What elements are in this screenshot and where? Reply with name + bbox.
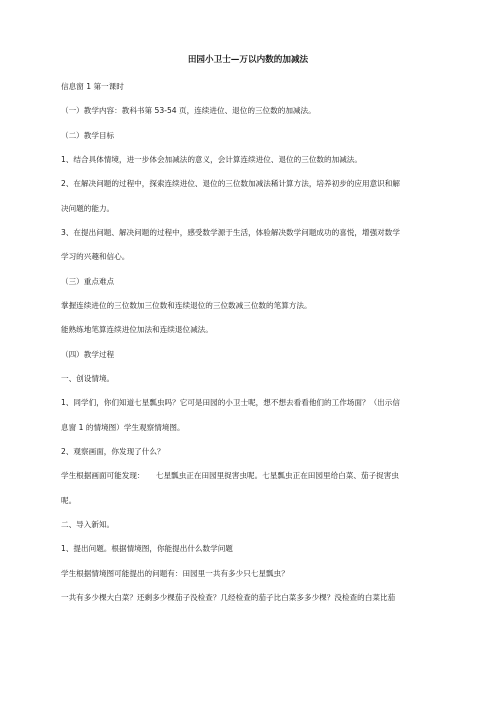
heading-teaching-goals: （二）教学目标 (61, 131, 115, 140)
paragraph-step-1-line-1: 1、同学们，你们知道七星瓢虫吗？它可是田园的小卫士呢，想不想去看看他们的工作场面？（出示信 (61, 398, 400, 407)
paragraph-goal-2-line-2: 决问题的能力。 (61, 204, 115, 213)
paragraph-step-2: 2、观察画面，你发现了什么？ (61, 447, 165, 456)
heading-create-scenario: 一、创设情境。 (61, 374, 115, 383)
paragraph-teaching-content: （一）教学内容：教科书第 53-54 页，连续进位、退位的三位数的加减法。 (61, 106, 316, 115)
document-title: 田园小卫士—万以内数的加减法 (187, 55, 309, 65)
paragraph-observation-line-2: 呢。 (61, 496, 77, 505)
paragraph-possible-question: 学生根据情境图可能提出的问题有：田园里一共有多少只七星瓢虫？ (61, 569, 289, 578)
heading-teaching-process: （四）教学过程 (61, 350, 115, 359)
paragraph-more-questions: 一共有多少棵大白菜？还剩多少棵茄子没检查？几经检查的茄子比白菜多多少棵？没检查的白菜比茄 (61, 593, 396, 602)
heading-key-points: （三）重点难点 (61, 277, 115, 286)
paragraph-goal-3-line-2: 学习的兴趣和信心。 (61, 252, 130, 261)
paragraph-key-point: 掌握连续进位的三位数加三位数和连续退位的三位数减三位数的笔算方法。 (61, 301, 312, 310)
paragraph-raise-question: 1、提出问题。根据情境图，你能提出什么数学问题 (61, 544, 233, 553)
paragraph-goal-3-line-1: 3、在提出问题、解决问题的过程中，感受数学源于生活，体验解决数学问题成功的喜悦，增强对数学 (61, 228, 400, 237)
paragraph-goal-1: 1、结合具体情境，进一步体会加减法的意义，会计算连续进位、退位的三位数的加减法。 (61, 155, 362, 164)
paragraph-goal-2-line-1: 2、在解决问题的过程中，探索连续进位、退位的三位数加减法稀计算方法，培养初步的应用意识和解 (61, 179, 400, 188)
heading-introduce-new: 二、导入新知。 (61, 520, 115, 529)
paragraph-observation-line-1: 学生根据画面可能发现： 七星瓢虫正在田园里捉害虫呢。七星瓢虫正在田园里给白菜、茄子捉害虫 (61, 471, 399, 480)
paragraph-info-window: 信息窗 1 第一课时 (61, 82, 124, 91)
paragraph-step-1-line-2: 息窗 1 的情境图）学生观察情境图。 (61, 423, 185, 432)
paragraph-difficulty: 能熟练地笔算连续进位加法和连续退位减法。 (61, 325, 213, 334)
